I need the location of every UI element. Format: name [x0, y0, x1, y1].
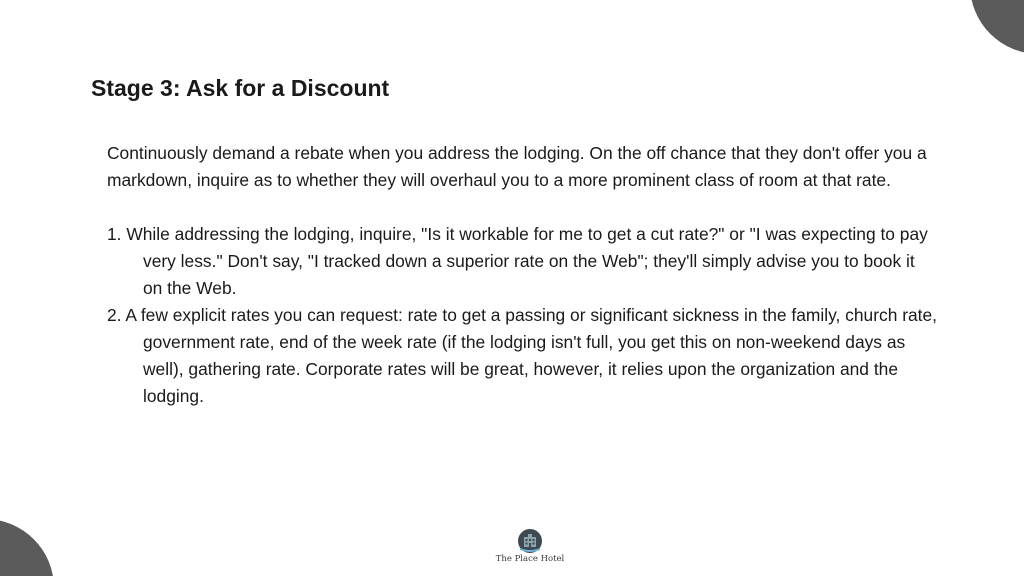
corner-decoration-top-right [970, 0, 1024, 54]
hotel-logo-text: The Place Hotel [495, 554, 565, 564]
list-item: 2. A few explicit rates you can request: rate to get a passing or significant sickness in the family, church rate, government rate, end of the week rate (if the lodging isn't full, you get this on non-weekend days as well), gathering rate. Corporate rates will be great, however, it relies upon the organization and the lodging. [107, 305, 938, 406]
hotel-logo [490, 528, 570, 568]
slide-title: Stage 3: Ask for a Discount [91, 75, 390, 101]
intro-paragraph: Continuously demand a rebate when you address the lodging. On the off chance that they don't offer you a markdown, inquire as to whether they will overhaul you to a more prominent class of room at that rate. [107, 143, 927, 190]
list-item: 1. While addressing the lodging, inquire, "Is it workable for me to get a cut rate?" or "I was expecting to pay very less." Don't say, "I tracked down a superior rate on the Web"; they'll simply advise you to book it on the Web. [107, 224, 928, 298]
slide-body [107, 140, 937, 410]
hotel-building-icon [517, 528, 543, 554]
corner-decoration-bottom-left [0, 519, 54, 576]
numbered-list [107, 221, 937, 410]
